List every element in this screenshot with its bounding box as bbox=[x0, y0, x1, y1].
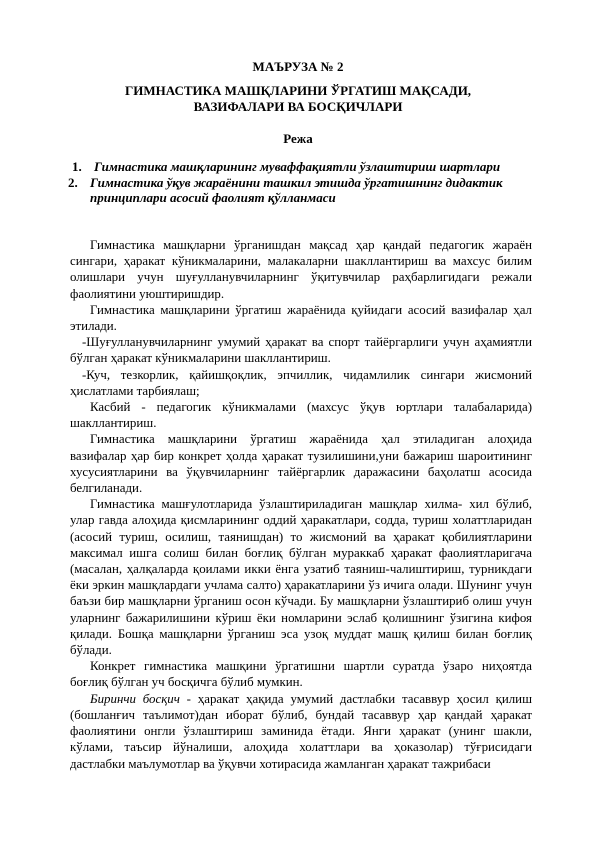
stage-label: Биринчи босқич bbox=[90, 691, 180, 706]
paragraph: -Куч, тезкорлик, қайишқоқлик, эпчиллик, чидамлилик сингари жисмоний ҳислатлами тарбиялаш; bbox=[70, 367, 532, 398]
paragraph: Касбий - педагогик кўникмалами (махсус ўқув юртлари талабаларида) шакллантириш. bbox=[70, 400, 532, 431]
title-line-1: ГИМНАСТИКА МАШҚЛАРИНИ ЎРГАТИШ МАҚСАДИ, bbox=[124, 83, 472, 98]
body-text bbox=[70, 237, 532, 772]
lecture-number: МАЪРУЗА № 2 bbox=[252, 59, 344, 74]
paragraph: -Шуғулланувчиларнинг умумий ҳаракат ва спорт тайёргарлиги учун аҳамиятли бўлган ҳаракат кўникмаларини шакллантириш. bbox=[70, 335, 532, 366]
plan-item-text: Гимнастика ўқув жараёнини ташкил этишда ўргатишнинг дидактик принциплари асосий фаолият қўлланмаси bbox=[90, 174, 503, 205]
plan-item bbox=[72, 159, 542, 175]
document-title bbox=[0, 83, 596, 114]
paragraph-text: - ҳаракат ҳақида умумий дастлабки тасаввур ҳосил қилиш (бошланғич таълимот)дан иборат бўлиб, бундай тасаввур ҳар қандай ҳаракат фаолиятини онгли ўзлаштириш заминида ётади. Янги ҳаракат (унинг шакли, кўлами, таъсир йўналиши, алоҳида холаттлари ва ҳоказолар) тўғрисидаги дастлабки маълумотлар ва ўқувчи хотирасида жамланган ҳаракат тажрибаси bbox=[70, 691, 532, 771]
paragraph: Гимнастика машғулотларида ўзлаштириладиган машқлар хилма- хил бўлиб, улар гавда алоҳида қисмларининг оддий ҳаракатлари, содда, туриш холаттларидан (асосий туриш, осилиш, таянишдан) то жисмоний ва ҳаракат қобилиятларини максимал ишга солиш билан боғлиқ бўлган мураккаб ҳаракат фаолиятларигача (масалан, ҳалқаларда қоилами икки ёнга узатиб таяниш-чалиштириш, турникдаги ёки эркин машқлардаги учлама салто) ҳаракатларини ўз ичига олади. Шунинг учун баъзи бир машқларни ўрганиш осон кўчади. Бу машқларни ўзлаштириб олиш учун уларнинг бажарилишини кўриш ёки номларини эслаб қолишнинг ўзигина кифоя қилади. Бошқа машқларни ўрганиш эса узоқ муддат машқ қилиш билан боғлиқ бўлади. bbox=[70, 497, 532, 658]
paragraph: Гимнастика машқларини ўргатиш жараёнида қуйидаги асосий вазифалар ҳал этилади. bbox=[70, 302, 532, 334]
paragraph: Гимнастика машқларни ўрганишдан мақсад ҳар қандай педагогик жараён сингари, ҳаракат кўникмаларини, малакаларни шакллантириш ва махсус билим олишлари учун шуғулланувчиларнинг ўқитувчилар раҳбарлигидаги режали фаолиятини уюштиришдир. bbox=[70, 238, 532, 301]
plan-item-text: Гимнастика машқларининг муваффақиятли ўзлаштириш шартлари bbox=[94, 159, 501, 174]
paragraph: Конкрет гимнастика машқини ўргатишни шартли суратда ўзаро ниҳоятда боғлиқ бўлган уч босқичга бўлиб мумкин. bbox=[70, 659, 532, 690]
plan-item bbox=[68, 175, 542, 206]
plan-item-number: 1. bbox=[72, 159, 82, 174]
paragraph: Гимнастика машқларини ўргатиш жараёнида ҳал этиладиган алоҳида вазифалар ҳар бир конкрет ҳолда ҳаракат тузилишини,уни бажариш шароитининг хусусиятларини ва ўқувчиларнинг тайёргарлик даражасини баҳолатш асосида белгиланади. bbox=[70, 432, 532, 496]
plan-item-number: 2. bbox=[68, 174, 78, 190]
plan-list bbox=[68, 159, 542, 206]
paragraph bbox=[70, 691, 532, 772]
plan-heading: Режа bbox=[283, 131, 313, 146]
title-line-2: ВАЗИФАЛАРИ ВА БОСҚИЧЛАРИ bbox=[193, 98, 403, 114]
